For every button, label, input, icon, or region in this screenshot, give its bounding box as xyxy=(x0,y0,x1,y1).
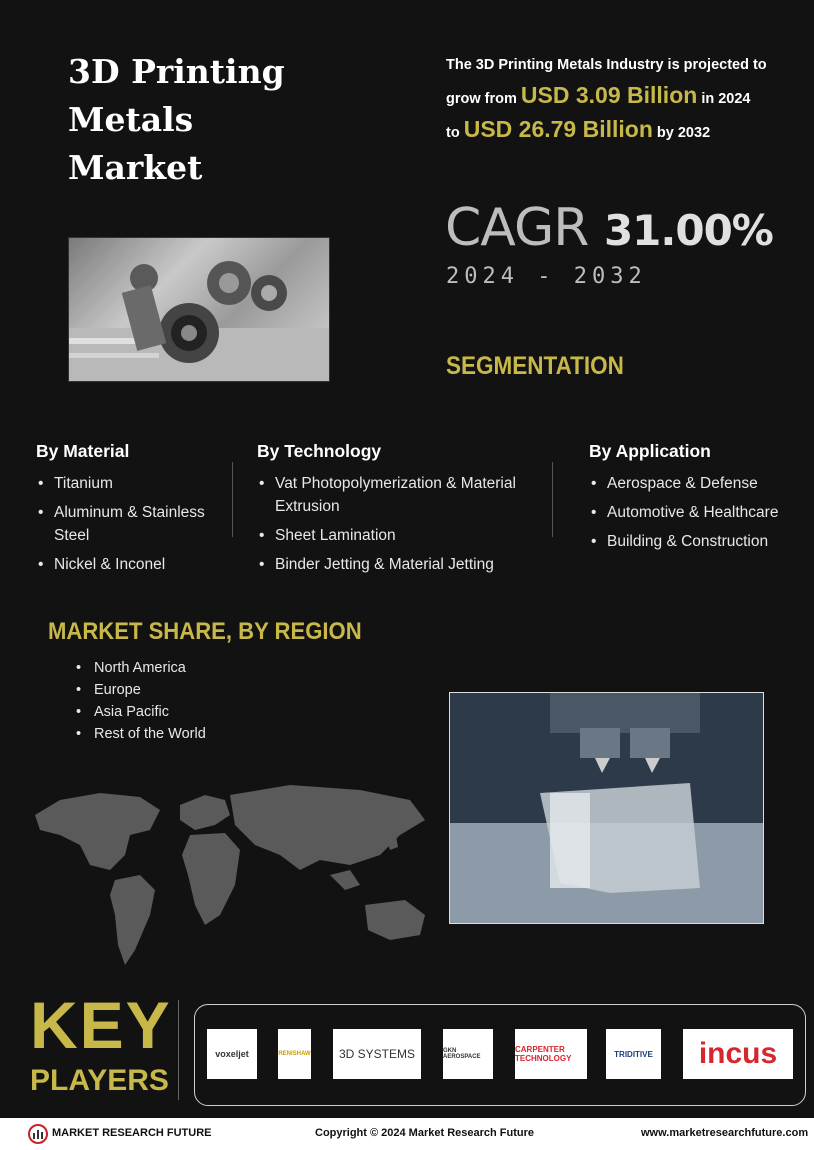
in-2024-text: in 2024 xyxy=(701,91,751,107)
material-list xyxy=(36,472,226,576)
application-list xyxy=(589,472,809,553)
projection-2032 xyxy=(446,114,806,148)
printer-illustration xyxy=(450,693,763,923)
gears-image xyxy=(68,237,330,382)
divider xyxy=(232,462,233,537)
world-map xyxy=(30,775,450,970)
list-item: • Asia Pacific xyxy=(74,701,206,723)
segment-material xyxy=(36,441,226,582)
cagr-years: 2024 - 2032 xyxy=(446,264,647,289)
value-2032: USD 26.79 Billion xyxy=(463,116,653,142)
segment-application xyxy=(589,441,809,559)
material-heading: By Material xyxy=(36,441,130,461)
gears-illustration xyxy=(69,238,329,381)
incus-logo: incus xyxy=(683,1029,793,1079)
printer-image xyxy=(449,692,764,924)
list-item: • Aluminum & Stainless Steel xyxy=(36,501,226,547)
list-item: • Automotive & Healthcare xyxy=(589,501,809,524)
footer-copyright: Copyright © 2024 Market Research Future xyxy=(315,1127,535,1139)
list-item: • Rest of the World xyxy=(74,723,206,745)
title-line-1: 3D Printing xyxy=(68,52,285,91)
mrfr-logo-icon xyxy=(28,1124,48,1144)
list-item: • North America xyxy=(74,657,206,679)
segment-technology xyxy=(257,441,542,582)
segmentation-title: SEGMENTATION xyxy=(446,352,624,380)
technology-list xyxy=(257,472,542,576)
cagr-block xyxy=(445,198,773,258)
region-list xyxy=(74,657,206,745)
divider xyxy=(552,462,553,537)
players-heading: PLAYERS xyxy=(30,1064,169,1097)
footer-url[interactable]: www.marketresearchfuture.com xyxy=(641,1127,809,1139)
region-title: MARKET SHARE, BY REGION xyxy=(48,618,362,645)
value-2024: USD 3.09 Billion xyxy=(520,82,698,108)
market-projection xyxy=(446,50,806,148)
list-item: • Building & Construction xyxy=(589,530,809,553)
technology-heading: By Technology xyxy=(257,441,382,461)
triditive-logo: TRIDITIVE xyxy=(606,1029,661,1079)
projection-2024 xyxy=(446,80,806,114)
grow-from-text: grow from xyxy=(446,91,517,107)
gkn-aerospace-logo: GKN AEROSPACE xyxy=(443,1029,493,1079)
list-item: • Europe xyxy=(74,679,206,701)
list-item: • Sheet Lamination xyxy=(257,524,542,547)
list-item: • Titanium xyxy=(36,472,226,495)
cagr-value: 31.00% xyxy=(603,206,773,255)
list-item: • Binder Jetting & Material Jetting xyxy=(257,553,542,576)
footer xyxy=(0,1118,814,1150)
projection-intro: The 3D Printing Metals Industry is projected to xyxy=(446,57,767,73)
cagr-label: CAGR xyxy=(445,198,589,258)
3d-systems-logo: 3D SYSTEMS xyxy=(333,1029,421,1079)
list-item: • Nickel & Inconel xyxy=(36,553,226,576)
list-item: • Vat Photopolymerization & Material Extrusion xyxy=(257,472,542,518)
list-item: • Aerospace & Defense xyxy=(589,472,809,495)
to-text: to xyxy=(446,125,460,141)
page-title xyxy=(68,48,285,192)
by-2032-text: by 2032 xyxy=(656,125,711,141)
renishaw-logo: RENISHAW xyxy=(278,1029,311,1079)
voxeljet-logo: voxeljet xyxy=(207,1029,257,1079)
title-line-2: Metals xyxy=(68,100,194,139)
application-heading: By Application xyxy=(589,441,711,461)
footer-brand: MARKET RESEARCH FUTURE xyxy=(52,1127,212,1139)
key-heading: KEY xyxy=(30,988,172,1062)
title-line-3: Market xyxy=(68,148,203,187)
carpenter-logo: CARPENTER TECHNOLOGY xyxy=(515,1029,587,1079)
key-divider xyxy=(178,1000,179,1100)
